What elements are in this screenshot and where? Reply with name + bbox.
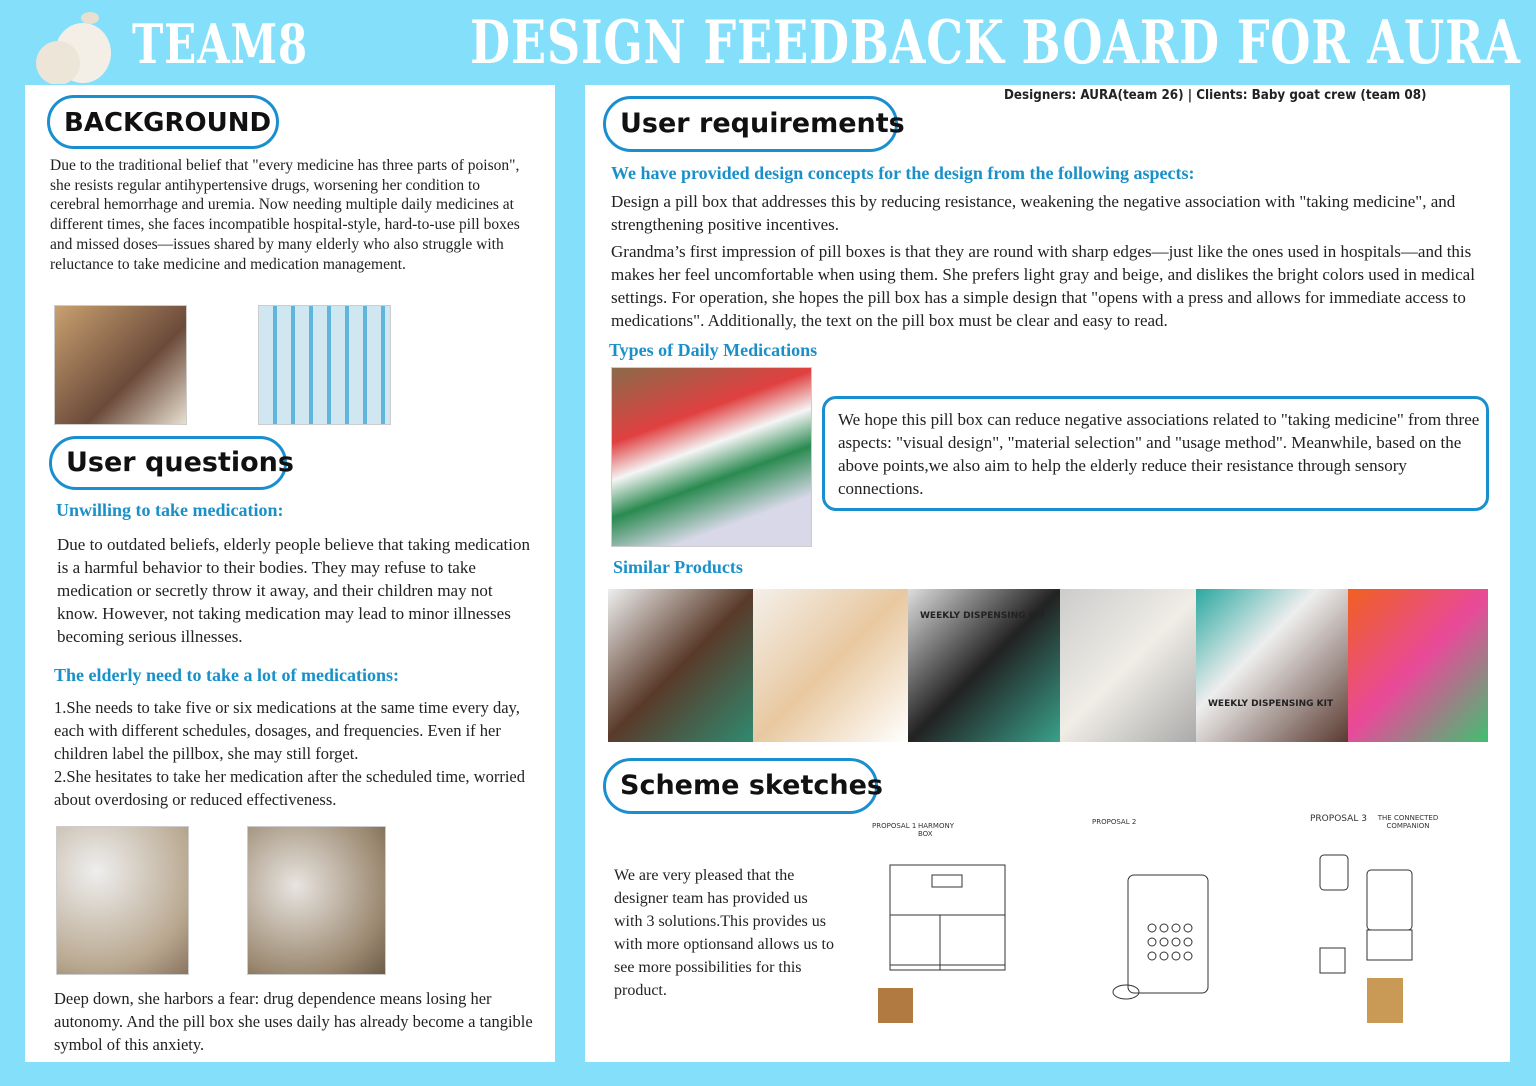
background-heading: BACKGROUND [47, 95, 279, 149]
sketch-2-label: PROPOSAL 2 [1092, 818, 1137, 826]
product-image-2 [753, 589, 908, 742]
similar-products-strip [608, 589, 1488, 742]
product-image-5 [1196, 589, 1348, 742]
requirements-subtitle: We have provided design concepts for the design from the following aspects: [611, 163, 1195, 183]
product-label: WEEKLY DISPENSING KIT [1208, 699, 1334, 709]
sketch-harmony-box [870, 845, 1030, 1025]
q2-title: The elderly need to take a lot of medications: [54, 665, 399, 685]
photo-pill-cups-labeled [56, 826, 189, 975]
questions-heading: User questions [49, 436, 287, 490]
photo-pill-box [258, 305, 391, 425]
product-image-6 [1348, 589, 1488, 742]
team-title: TEAM8 [132, 12, 308, 76]
closing-text: Deep down, she harbors a fear: drug dependence means losing her autonomy. And the pill box she uses daily has already become a tangible symbol of this anxiety. [54, 989, 533, 1054]
goat-logo [28, 8, 118, 84]
sketch-3-label: PROPOSAL 3 [1310, 814, 1367, 824]
photo-medications [611, 367, 812, 547]
sketch-connected-companion [1315, 850, 1425, 1025]
product-image-1 [608, 589, 753, 742]
product-image-4 [1060, 589, 1196, 742]
photo-pill-cups [247, 826, 386, 975]
q1-title: Unwilling to take medication: [56, 500, 284, 520]
sketch-1-label: PROPOSAL 1 [872, 822, 917, 830]
q2-point-2: 2.She hesitates to take her medication after the scheduled time, worried about overdosing or reduced effectiveness. [54, 767, 525, 809]
types-title: Types of Daily Medications [609, 340, 818, 360]
scheme-heading: Scheme sketches [603, 758, 878, 814]
photo-grandma [54, 305, 187, 425]
sketch-calendar-box [1110, 870, 1220, 1005]
background-text: Due to the traditional belief that "every medicine has three parts of poison", she resists regular antihypertensive drugs, worsening her condition to cerebral hemorrhage and uremia. Now needing multiple daily medicines at different times, she faces incompatible hospital-style, hard-to-use pill boxes and missed doses—issues shared by many elderly who also struggle with reluctance to take medicine and medication management. [50, 157, 520, 273]
credits: Designers: AURA(team 26) | Clients: Baby goat crew (team 08) [1004, 88, 1427, 103]
similar-title: Similar Products [613, 557, 743, 577]
product-image-3 [908, 589, 1060, 742]
product-label: WEEKLY DISPENSING KIT [920, 611, 1046, 621]
requirements-p1: Design a pill box that addresses this by reducing resistance, weakening the negative association with "taking medicine", and strengthening positive incentives. [611, 192, 1456, 234]
board-title: DESIGN FEEDBACK BOARD FOR AURA [470, 8, 1521, 78]
sketch-1-name: HARMONY BOX [918, 822, 954, 838]
scheme-text: We are very pleased that the designer team has provided us with 3 solutions.This provides us with more optionsand allows us to see more possibilities for this product. [614, 867, 834, 999]
q2-point-1: 1.She needs to take five or six medications at the same time every day, each with different schedules, dosages, and frequencies. Even if her children label the pillbox, she may still forget. [54, 698, 520, 763]
q1-text: Due to outdated beliefs, elderly people believe that taking medication is a harmful behavior to their bodies. They may refuse to take medication or secretly throw it away, and their children may not know. However, not taking medication may lead to minor illnesses becoming serious illnesses. [57, 535, 531, 646]
hope-text: We hope this pill box can reduce negative associations related to "taking medicine" from three aspects: "visual design", "material selection" and "usage method". Meanwhile, based on the above points,we also aim to help the elderly reduce their resistance through sensory connections. [838, 410, 1480, 498]
requirements-p2: Grandma’s first impression of pill boxes is that they are round with sharp edges—just like the ones used in hospitals—and this makes her feel uncomfortable when using them. She prefers light gray and beige, and dislikes the bright colors used in medical settings. For operation, she hopes the pill box has a simple design that "opens with a press and allows for immediate access to medications". Additionally, the text on the pill box must be clear and easy to read. [611, 242, 1475, 330]
sketch-3-name: THE CONNECTED COMPANION [1377, 814, 1439, 830]
requirements-heading: User requirements [603, 96, 898, 152]
